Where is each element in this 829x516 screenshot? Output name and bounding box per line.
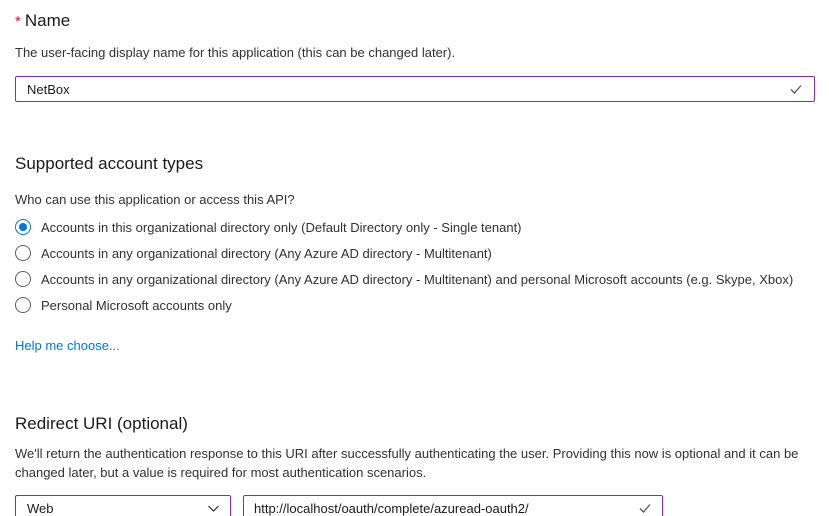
redirect-uri-controls (15, 495, 815, 516)
account-type-option-label: Accounts in any organizational directory (Any Azure AD directory - Multitenant) (41, 245, 492, 261)
valid-check-icon (788, 81, 814, 97)
name-input-value[interactable]: NetBox (27, 81, 70, 97)
radio-selected-icon[interactable] (15, 219, 31, 235)
valid-check-icon (637, 500, 662, 516)
name-title-text: Name (24, 11, 71, 30)
redirect-uri-description: We'll return the authentication response to this URI after successfully authenticating the user. Providing this now is optional and it can be changed later, but a value is required for most authentication scenarios. (15, 446, 799, 480)
radio-unselected-icon[interactable] (15, 297, 31, 313)
account-type-option-label: Accounts in this organizational directory only (Default Directory only - Single tenant) (41, 219, 522, 235)
required-marker: * (15, 13, 21, 30)
radio-unselected-icon[interactable] (15, 271, 31, 287)
account-type-option-2[interactable] (15, 266, 815, 292)
redirect-uri-input[interactable] (243, 495, 663, 516)
name-description: The user-facing display name for this application (this can be changed later). (15, 45, 456, 60)
account-type-option-0[interactable] (15, 214, 815, 240)
radio-unselected-icon[interactable] (15, 245, 31, 261)
account-types-title: Supported account types (15, 154, 204, 173)
account-type-option-label: Personal Microsoft accounts only (41, 297, 232, 313)
redirect-uri-value[interactable]: http://localhost/oauth/complete/azuread-oauth2/ (254, 500, 529, 516)
account-types-question: Who can use this application or access this API? (15, 192, 295, 207)
platform-select[interactable] (15, 495, 231, 516)
platform-select-value: Web (27, 500, 54, 516)
redirect-uri-title: Redirect URI (optional) (15, 414, 188, 433)
radio-dot (19, 223, 27, 231)
account-type-option-1[interactable] (15, 240, 815, 266)
help-me-choose-link[interactable]: Help me choose... (15, 338, 120, 353)
account-type-radio-group (15, 214, 815, 318)
account-type-option-label: Accounts in any organizational directory (Any Azure AD directory - Multitenant) and personal Microsoft accounts (e.g. Skype, Xbox) (41, 271, 794, 287)
name-section-title (15, 0, 815, 33)
account-type-option-3[interactable] (15, 292, 815, 318)
name-input[interactable] (15, 76, 815, 102)
chevron-down-icon (206, 501, 230, 516)
